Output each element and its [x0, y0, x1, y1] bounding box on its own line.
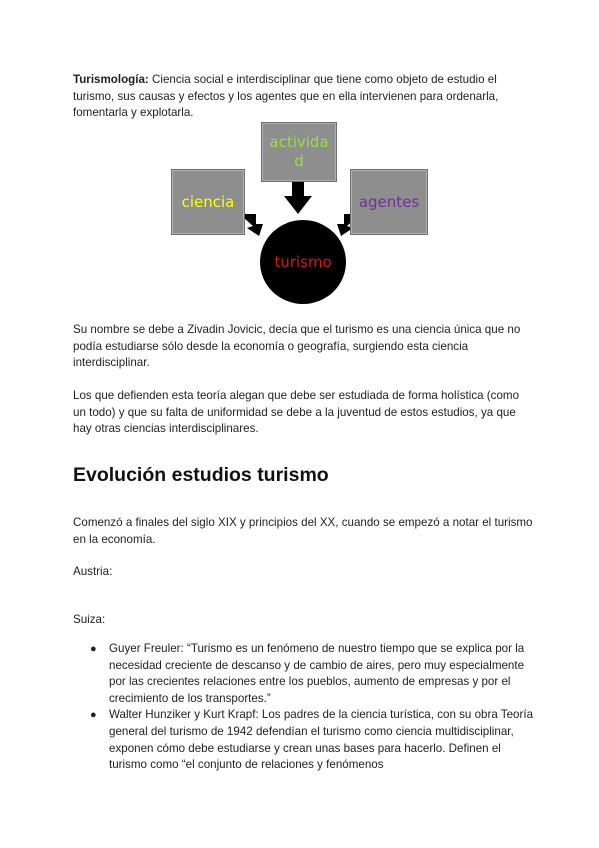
- circle-turismo: [260, 220, 346, 304]
- arrow-down-icon: [284, 178, 312, 214]
- intro-definition: Ciencia social e interdisciplinar que tiene como objeto de estudio el turismo, sus causas y efectos y los agentes que en ella intervienen para ordenarla, fomentarla y explotarla.: [73, 73, 499, 120]
- box-ciencia-label: ciencia: [181, 192, 235, 211]
- circle-turismo-label: turismo: [274, 253, 332, 271]
- intro-paragraph: [73, 72, 533, 122]
- box-actividad: [261, 122, 337, 182]
- bullet-icon: ●: [90, 709, 97, 722]
- section-title: Evolución estudios turismo: [73, 464, 329, 486]
- bullet-icon: ●: [90, 643, 97, 655]
- box-actividad-line1: activida: [269, 133, 329, 151]
- list-item-text: Guyer Freuler: “Turismo es un fenómeno de nuestro tiempo que se explica por la necesidad creciente de descanso y de cambio de aires, pero muy especialmente por las crecientes relaciones entre los pueblos, aumento de empresas y por el crecimiento de los transportes.”: [109, 642, 525, 705]
- box-ciencia: [171, 169, 245, 235]
- label-austria: Austria:: [73, 565, 113, 578]
- list-item-text: Walter Hunziker y Kurt Krapf: Los padres de la ciencia turística, con su obra Teoría general del turismo de 1942 defendían el turismo como ciencia multidisciplinar, exponen cómo debe estudiarse y crean unas bases para hacerlo. Definen el turismo como “el conjunto de relaciones y fenómenos: [109, 708, 534, 772]
- paragraph-jovicic: Su nombre se debe a Zivadin Jovicic, decía que el turismo es una ciencia única que no podía estudiarse sólo desde la economía o geografía, surgiendo esta ciencia interdisciplinar.: [73, 323, 521, 370]
- box-actividad-line2: d: [294, 152, 304, 170]
- paragraph-comienzo: Comenzó a finales del siglo XIX y principios del XX, cuando se empezó a notar el turismo en la economía.: [73, 516, 533, 546]
- box-agentes-label: agentes: [358, 192, 420, 211]
- box-agentes: [350, 169, 428, 235]
- list-item: [73, 641, 533, 707]
- paragraph-holistica: Los que defienden esta teoría alegan que debe ser estudiada de forma holística (como un todo) y que su falta de uniformidad se debe a la juventud de estos estudios, ya que hay otras ciencias interdisciplinares.: [73, 389, 520, 436]
- label-suiza: Suiza:: [73, 613, 106, 626]
- bullet-list: [73, 641, 533, 774]
- intro-term: Turismología:: [73, 73, 149, 86]
- list-item: [73, 707, 533, 773]
- arrow-left-diagonal-icon: [244, 214, 263, 236]
